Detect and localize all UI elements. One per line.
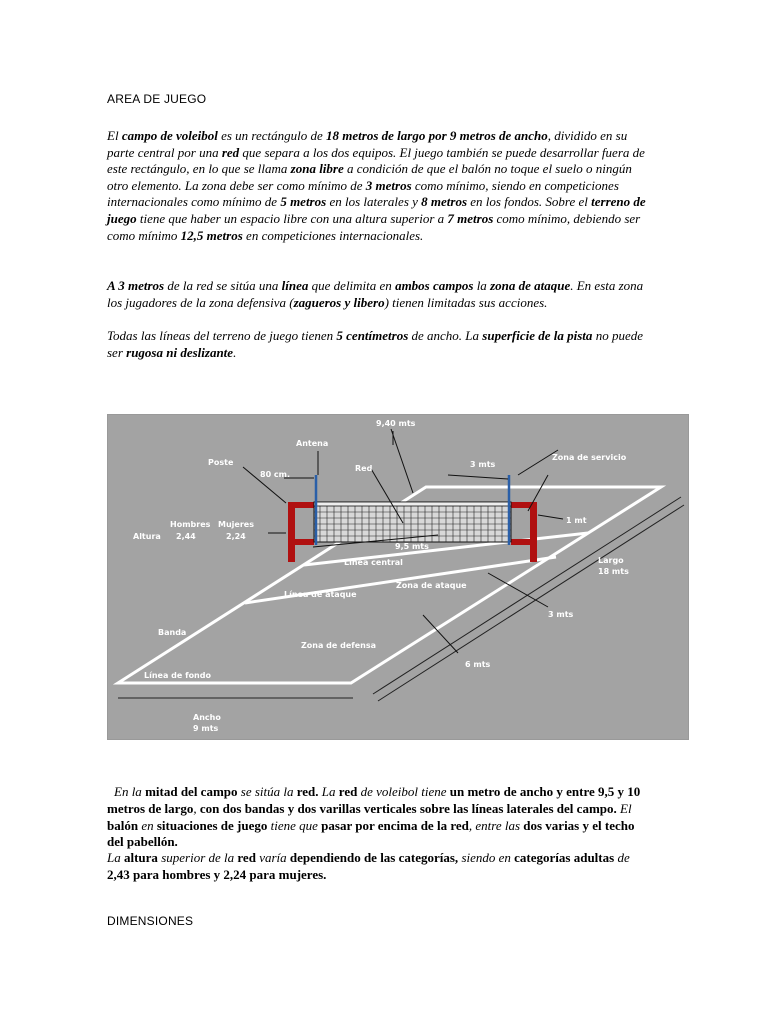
p5-run: dependiendo de las categorías, [289, 850, 459, 865]
p1-run: El [107, 128, 122, 143]
p3-run: no puede ser [107, 328, 643, 360]
label-ancho-valor: 9 mts [193, 724, 219, 733]
p5-run: varía [255, 850, 290, 865]
label-zona-servicio: Zona de servicio [552, 453, 627, 462]
label-hombres: Hombres [170, 520, 211, 529]
p2-run: ambos campos [395, 278, 474, 293]
p4b-run: , [193, 800, 200, 816]
p1-run: 18 metros de largo por 9 metros de ancho [326, 128, 548, 143]
p5-run: altura [123, 850, 158, 865]
label-linea-ataque: Línea de ataque [284, 590, 357, 599]
p2-run: . En esta zona los jugadores de la zona defensiva ( [107, 278, 644, 310]
p3-run: 5 centímetros [336, 328, 409, 343]
heading-dimensiones: DIMENSIONES [107, 914, 194, 928]
p1-run: 12,5 metros [180, 227, 243, 243]
p1-run: en los laterales y [326, 194, 422, 210]
p5-run: La [107, 850, 124, 865]
p2-run: ) tienen limitadas sus acciones. [384, 294, 548, 310]
p4b-run: , entre las [468, 817, 524, 833]
p1-run: como mínimo, debiendo ser como mínimo [107, 210, 641, 243]
p3-run: de ancho. La [408, 328, 483, 343]
label-altura-mujeres: 2,24 [226, 532, 246, 541]
p5-run: 2,43 para hombres y 2,24 para mujeres. [107, 866, 327, 882]
p1-run: como mínimo, siendo en competiciones internacionales como mínimo de [107, 177, 619, 210]
heading-area-de-juego: AREA DE JUEGO [107, 92, 207, 106]
label-mujeres: Mujeres [218, 520, 254, 529]
p4b-run: en [138, 817, 157, 833]
p4-run: En la [114, 784, 146, 799]
p1-run: es un rectángulo de [217, 128, 327, 143]
label-altura-hombres: 2,44 [176, 532, 196, 541]
volleyball-court-diagram [107, 414, 689, 740]
paragraph-red [107, 784, 652, 851]
p1-run: zona libre [290, 161, 344, 177]
p2-run: A 3 metros [107, 278, 165, 293]
p1-run: en competiciones internacionales. [242, 227, 424, 243]
p5-run: red [237, 850, 256, 865]
p5-run: de [614, 850, 630, 865]
p2-run: de la red se sitúa una [164, 278, 282, 293]
p3-run: . [233, 344, 237, 360]
p1-run: en los fondos. Sobre el [467, 194, 592, 210]
p3-run: superficie de la pista [482, 328, 593, 343]
p1-run: campo de voleibol [121, 128, 218, 143]
p1-run: red [221, 144, 240, 160]
label-1mt: 1 mt [566, 516, 587, 525]
label-zona-defensa: Zona de defensa [301, 641, 377, 650]
label-red: Red [355, 464, 373, 473]
label-banda: Banda [158, 628, 187, 637]
label-ancho: Ancho [193, 713, 221, 722]
p2-run: línea [281, 278, 309, 293]
p4-run: mitad del campo [145, 784, 238, 799]
p2-run: la [473, 278, 491, 293]
label-largo: Largo [598, 556, 624, 565]
p4-run: La [318, 784, 339, 799]
p4-run: red [338, 784, 358, 799]
p4b-run: tiene que [267, 817, 322, 833]
paragraph-campo [107, 128, 647, 244]
p1-run: a condición de que el balón no toque el suelo o ningún otro elemento. La zona debe ser como mínimo de [107, 161, 632, 193]
p1-run: terreno de juego [107, 194, 646, 226]
label-poste: Poste [208, 458, 234, 467]
p4-run: de voleibol tiene [357, 784, 450, 799]
p4b-run: dos varias y el techo del pabellón. [107, 817, 635, 850]
p3-run: Todas las líneas del terreno de juego tienen [107, 328, 337, 343]
p3-run: rugosa ni deslizante [126, 344, 234, 360]
p4b-run: un metro de ancho y entre 9,5 y 10 metros de largo [107, 784, 641, 816]
net [314, 502, 511, 542]
p1-run: 7 metros [447, 210, 494, 226]
label-6mts: 6 mts [465, 660, 491, 669]
p4b-run: situaciones de juego [156, 817, 268, 833]
p5-run: categorías adultas [514, 850, 615, 865]
paragraph-linea-ataque [107, 278, 647, 311]
p2-run: zona de ataque [490, 278, 571, 293]
p1-run: 5 metros [280, 194, 327, 210]
paragraph-lineas [107, 328, 647, 361]
label-linea-fondo: Línea de fondo [144, 671, 211, 680]
label-antena: Antena [296, 439, 329, 448]
p4b-run: con dos bandas y dos varillas verticales sobre las líneas laterales del campo. [199, 800, 617, 816]
p5-run: superior de la [157, 850, 238, 865]
label-net-length: 9,5 mts [395, 542, 429, 551]
p2-run: que delimita en [308, 278, 396, 293]
p5-run: siendo en [458, 850, 515, 865]
label-altura: Altura [133, 532, 161, 541]
p1-run: , dividido en su parte central por una [107, 128, 628, 160]
p4-run: red. [296, 784, 319, 799]
label-3mts-top: 3 mts [470, 460, 496, 469]
p4b-run: pasar por encima de la red [321, 817, 469, 833]
p4-run: se sitúa la [237, 784, 297, 799]
p1-run: 8 metros [421, 194, 468, 210]
p4b-run: El [616, 800, 632, 816]
label-largo-valor: 18 mts [598, 567, 629, 576]
label-linea-central: Línea central [344, 558, 403, 567]
p1-run: 3 metros [365, 177, 412, 193]
paragraph-altura [107, 850, 652, 884]
label-80cm: 80 cm. [260, 470, 291, 479]
p1-run: que separa a los dos equipos. El juego también se puede desarrollar fuera de este rectángulo, en lo que se llama [107, 144, 645, 177]
p4b-run: balón [107, 817, 139, 833]
label-zona-ataque: Zona de ataque [396, 581, 467, 590]
p2-run: zagueros y libero [293, 294, 385, 310]
label-top-width: 9,40 mts [376, 419, 416, 428]
p1-run: tiene que haber un espacio libre con una altura superior a [136, 210, 448, 226]
label-3mts-right: 3 mts [548, 610, 574, 619]
